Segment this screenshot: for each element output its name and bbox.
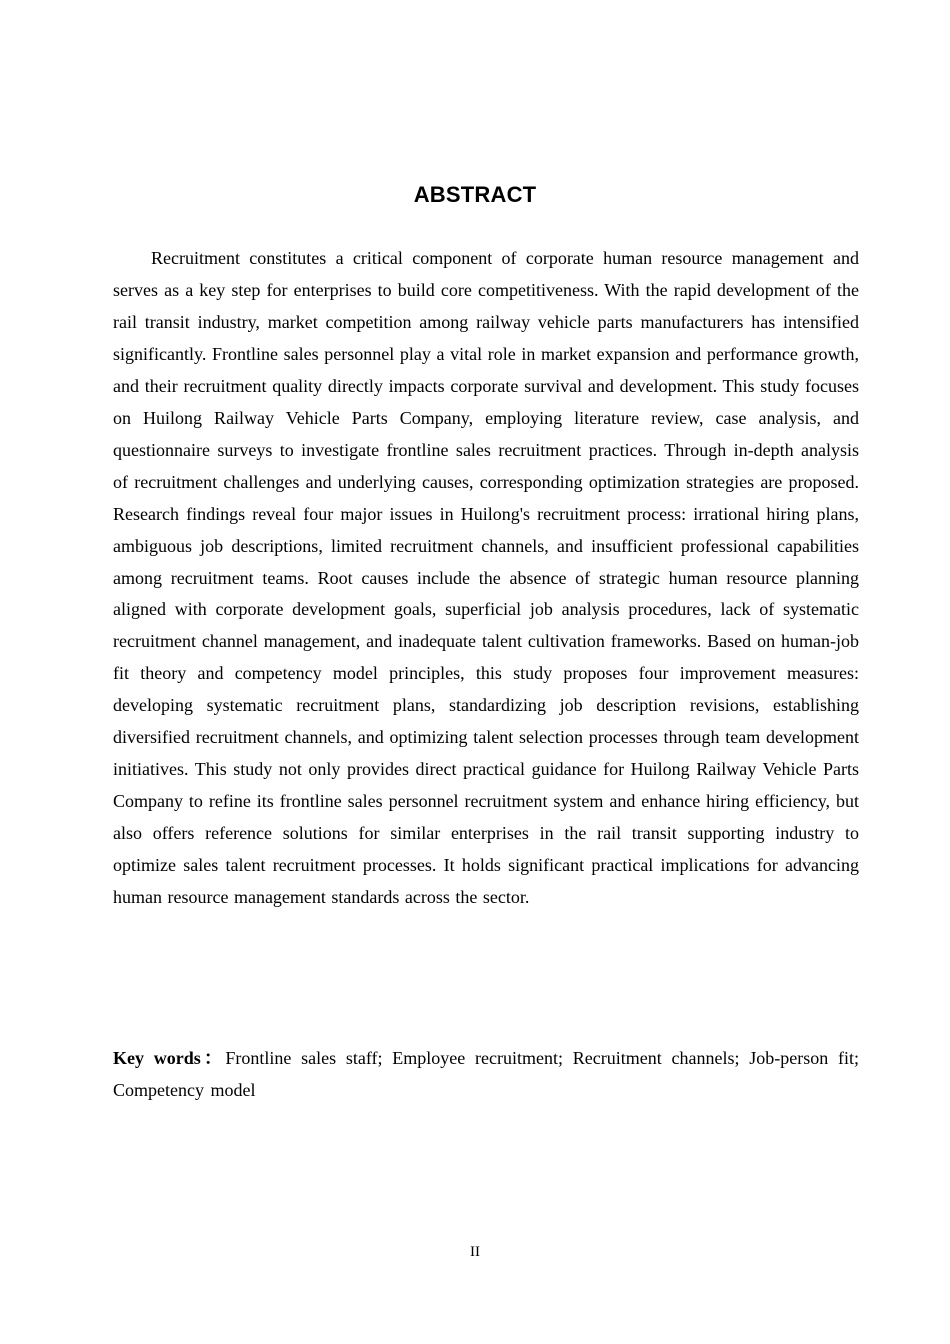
page-number: II <box>470 1244 480 1260</box>
abstract-title: ABSTRACT <box>413 182 537 207</box>
keywords-label: Key words： <box>113 1048 226 1068</box>
keywords-paragraph <box>113 1042 859 1106</box>
abstract-paragraph: Recruitment constitutes a critical component of corporate human resource management and serves as a key step for enterprises to build core competitiveness. With the rapid development of the rail transit industry, market competition among railway vehicle parts manufacturers has intensified significantly. Frontline sales personnel play a vital role in market expansion and performance growth, and their recruitment quality directly impacts corporate survival and development. This study focuses on Huilong Railway Vehicle Parts Company, employing literature review, case analysis, and questionnaire surveys to investigate frontline sales recruitment practices. Through in-depth analysis of recruitment challenges and underlying causes, corresponding optimization strategies are proposed. Research findings reveal four major issues in Huilong's recruitment process: irrational hiring plans, ambiguous job descriptions, limited recruitment channels, and insufficient professional capabilities among recruitment teams. Root causes include the absence of strategic human resource planning aligned with corporate development goals, superficial job analysis procedures, lack of systematic recruitment channel management, and inadequate talent cultivation frameworks. Based on human-job fit theory and competency model principles, this study proposes four improvement measures: developing systematic recruitment plans, standardizing job description revisions, establishing diversified recruitment channels, and optimizing talent selection processes through team development initiatives. This study not only provides direct practical guidance for Huilong Railway Vehicle Parts Company to refine its frontline sales personnel recruitment system and enhance hiring efficiency, but also offers reference solutions for similar enterprises in the rail transit supporting industry to optimize sales talent recruitment processes. It holds significant practical implications for advancing human resource management standards across the sector. <box>113 248 859 908</box>
keywords-list: Frontline sales staff; Employee recruitment; Recruitment channels; Job-person fit; Competency model <box>113 1048 859 1100</box>
